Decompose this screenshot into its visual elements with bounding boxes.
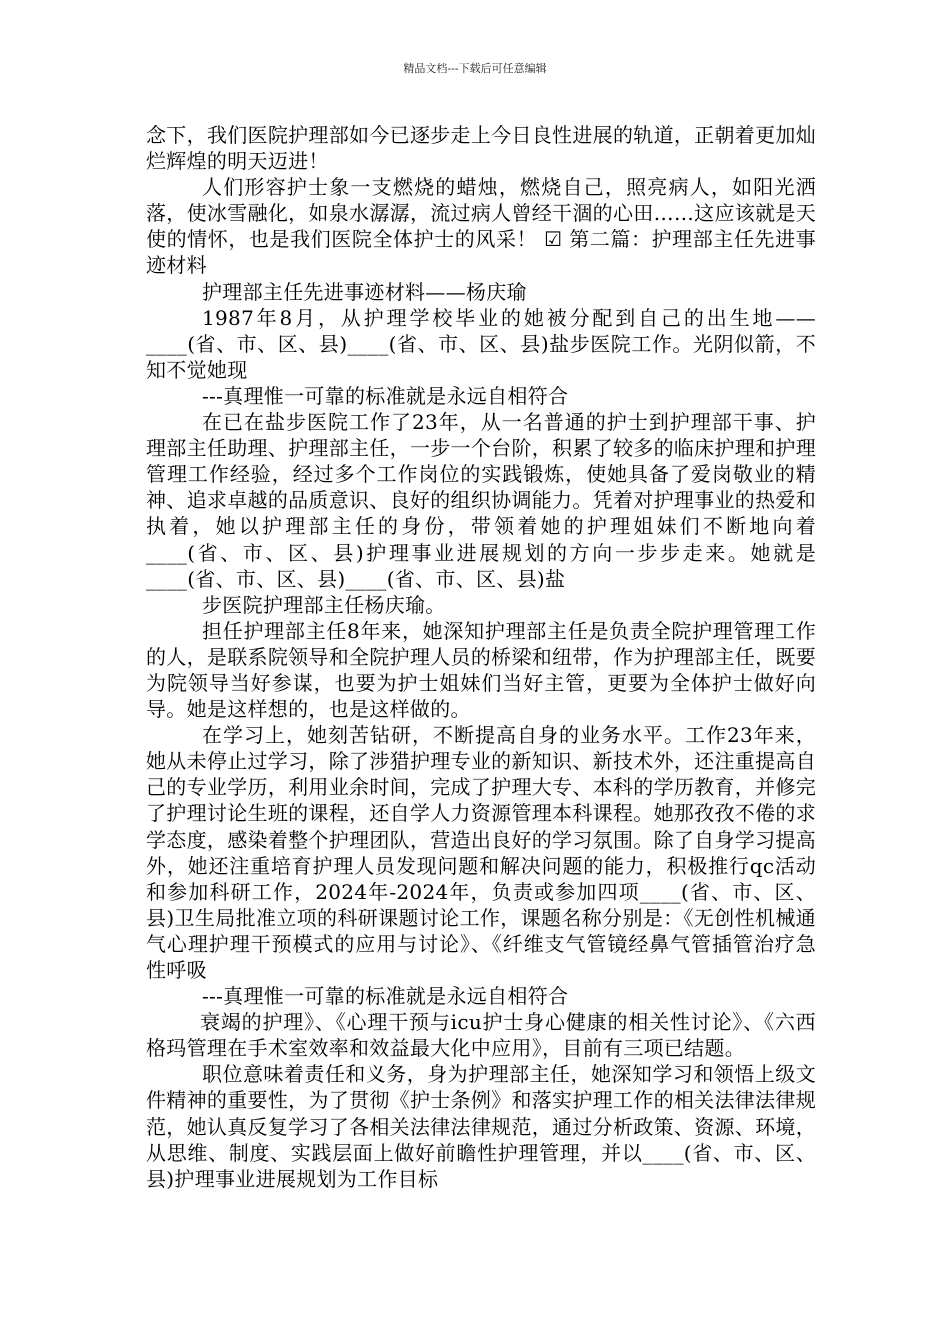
page-header: 精品文档---下载后可任意编辑 (403, 62, 547, 75)
paragraph-8: 担任护理部主任8年来，她深知护理部主任是负责全院护理管理工作的人，是联系院领导和全院护理人员的桥梁和纽带，作为护理部主任，既要为院领导当好参谋，也要为护士姐妹们当好主管，更要为全体护士做好向导。她是这样想的，也是这样做的。 (146, 618, 816, 722)
paragraph-11: 衰竭的护理》、《心理干预与icu护士身心健康的相关性讨论》、《六西格玛管理在手术室效率和效益最大化中应用》，目前有三项已结题。 (146, 1010, 816, 1061)
paragraph-12: 职位意味着责任和义务，身为护理部主任，她深知学习和领悟上级文件精神的重要性，为了贯彻《护士条例》和落实护理工作的相关法律法律规范，她认真反复学习了各相关法律法律规范，通过分析政策、资源、环境，从思维、制度、实践层面上做好前瞻性护理管理，并以____(省、市、区、县)护理事业进展规划为工作目标 (146, 1062, 816, 1191)
paragraph-2: 人们形容护士象一支燃烧的蜡烛，燃烧自己，照亮病人，如阳光洒落，使冰雪融化，如泉水潺潺，流过病人曾经干涸的心田……这应该就是天使的情怀，也是我们医院全体护士的风采！ ☑ 第二篇：护理部主任先进事迹材料 (146, 175, 816, 278)
paragraph-5-motto: ---真理惟一可靠的标准就是永远自相符合 (202, 383, 569, 408)
document-body (146, 122, 816, 1192)
paragraph-10-motto: ---真理惟一可靠的标准就是永远自相符合 (202, 984, 569, 1009)
paragraph-3-title: 护理部主任先进事迹材料——杨庆瑜 (202, 279, 527, 304)
paragraph-1: 念下，我们医院护理部如今已逐步走上今日良性进展的轨道，正朝着更加灿烂辉煌的明天迈进！ (146, 123, 816, 174)
paragraph-4: 1987年8月，从护理学校毕业的她被分配到自己的出生地——____(省、市、区、县)____(省、市、区、县)盐步医院工作。光阴似箭，不知不觉她现 (146, 305, 816, 382)
paragraph-6: 在已在盐步医院工作了23年，从一名普通的护士到护理部干事、护理部主任助理、护理部主任，一步一个台阶，积累了较多的临床护理和护理管理工作经验，经过多个工作岗位的实践锻炼，使她具备了爱岗敬业的精神、追求卓越的品质意识、良好的组织协调能力。凭着对护理事业的热爱和执着，她以护理部主任的身份，带领着她的护理姐妹们不断地向着____(省、市、区、县)护理事业进展规划的方向一步步走来。她就是____(省、市、区、县)____(省、市、区、县)盐 (146, 410, 816, 591)
paragraph-7: 步医院护理部主任杨庆瑜。 (202, 592, 446, 617)
paragraph-9: 在学习上，她刻苦钻研，不断提高自身的业务水平。工作23年来，她从未停止过学习，除了涉猎护理专业的新知识、新技术外，还注重提高自己的专业学历，利用业余时间，完成了护理大专、本科的学历教育，并修完了护理讨论生班的课程，还自学人力资源管理本科课程。她那孜孜不倦的求学态度，感染着整个护理团队，营造出良好的学习氛围。除了自身学习提高外，她还注重培育护理人员发现问题和解决问题的能力，积极推行qc活动和参加科研工作，2024年-2024年，负责或参加四项____(省、市、区、县)卫生局批准立项的科研课题讨论工作，课题名称分别是：《无创性机械通气心理护理干预模式的应用与讨论》、《纤维支气管镜经鼻气管插管治疗急性呼吸 (146, 723, 816, 982)
